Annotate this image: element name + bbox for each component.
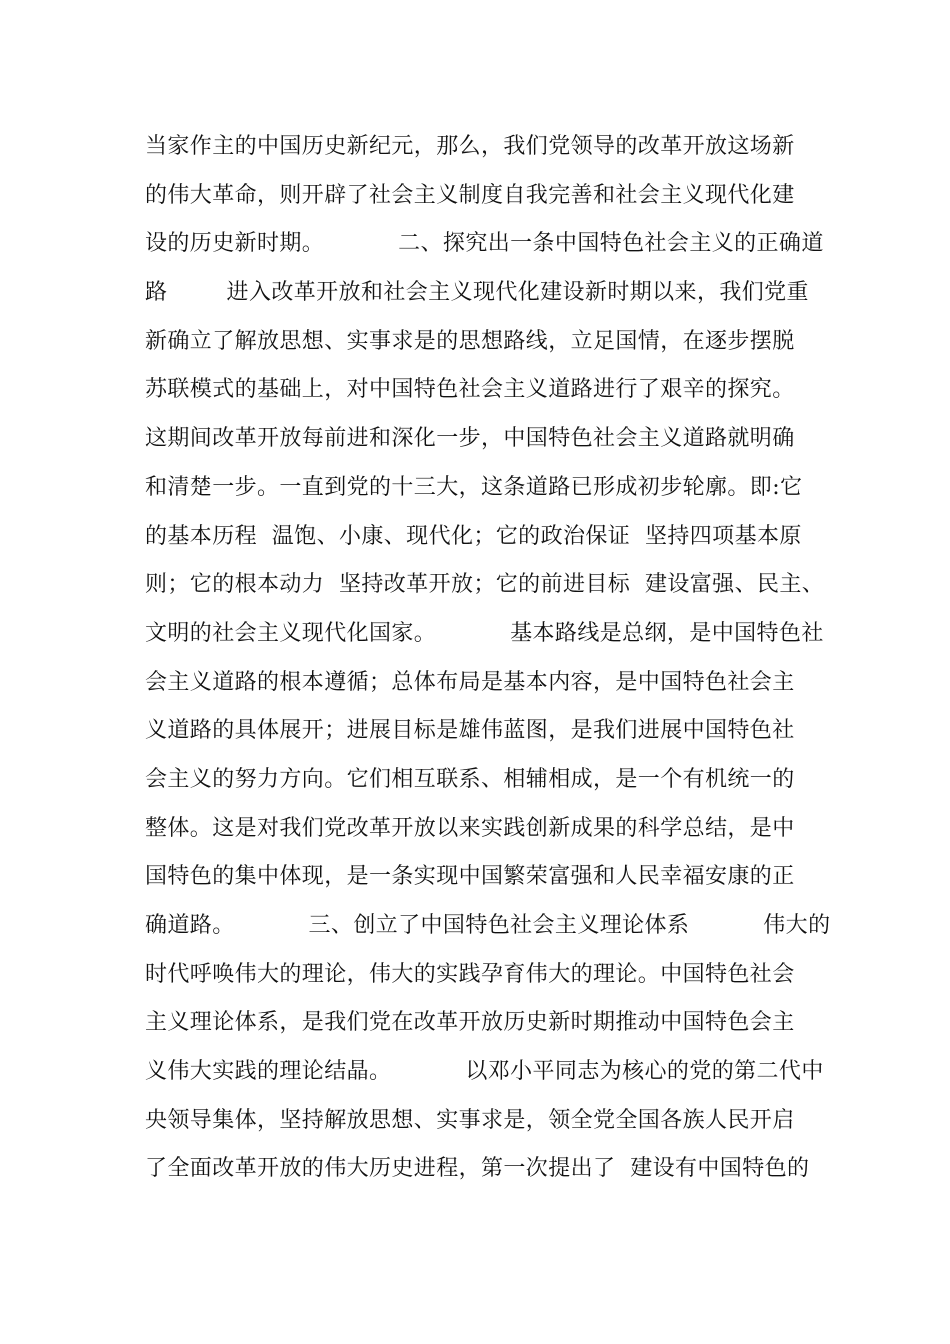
body-text (145, 123, 845, 1194)
text-line: 国特色的集中体现，是一条实现中国繁荣富强和人民幸福安康的正 (145, 864, 795, 890)
text-line: 时代呼唤伟大的理论，伟大的实践孕育伟大的理论。中国特色社会 (145, 961, 795, 987)
text-line: 和清楚一步。一直到党的十三大，这条道路已形成初步轮廓。即:它 (145, 474, 803, 500)
text-line: 会主义道路的根本遵循；总体布局是基本内容，是中国特色社会主 (145, 669, 795, 695)
text-line: 的伟大革命，则开辟了社会主义制度自我完善和社会主义现代化建 (145, 182, 795, 208)
text-line: 义伟大实践的理论结晶。 以邓小平同志为核心的党的第二代中 (145, 1059, 824, 1085)
text-line: 新确立了解放思想、实事求是的思想路线，立足国情，在逐步摆脱 (145, 328, 795, 354)
text-line: 义道路的具体展开；进展目标是雄伟蓝图，是我们进展中国特色社 (145, 718, 795, 744)
text-line: 则；它的根本动力 坚持改革开放；它的前进目标 建设富强、民主、 (145, 572, 825, 598)
text-line: 央领导集体，坚持解放思想、实事求是，领全党全国各族人民开启 (145, 1107, 795, 1133)
text-line: 当家作主的中国历史新纪元，那么，我们党领导的改革开放这场新 (145, 134, 795, 159)
text-line: 整体。这是对我们党改革开放以来实践创新成果的科学总结，是中 (145, 815, 795, 841)
text-line: 路 进入改革开放和社会主义现代化建设新时期以来，我们党重 (145, 280, 809, 306)
text-line: 文明的社会主义现代化国家。 基本路线是总纲，是中国特色社 (145, 620, 824, 646)
text-line: 主义理论体系，是我们党在改革开放历史新时期推动中国特色会主 (145, 1010, 795, 1036)
text-line: 设的历史新时期。 二、探究出一条中国特色社会主义的正确道 (145, 231, 824, 257)
text-line: 苏联模式的基础上，对中国特色社会主义道路进行了艰辛的探究。 (145, 377, 795, 403)
text-line: 确道路。 三、创立了中国特色社会主义理论体系 伟大的 (145, 913, 831, 938)
text-line: 这期间改革开放每前进和深化一步，中国特色社会主义道路就明确 (145, 426, 795, 452)
text-line: 了全面改革开放的伟大历史进程，第一次提出了 建设有中国特色的 (145, 1156, 810, 1182)
text-line: 的基本历程 温饱、小康、现代化；它的政治保证 坚持四项基本原 (145, 523, 802, 549)
text-line: 会主义的努力方向。它们相互联系、相辅相成，是一个有机统一的 (145, 766, 795, 792)
